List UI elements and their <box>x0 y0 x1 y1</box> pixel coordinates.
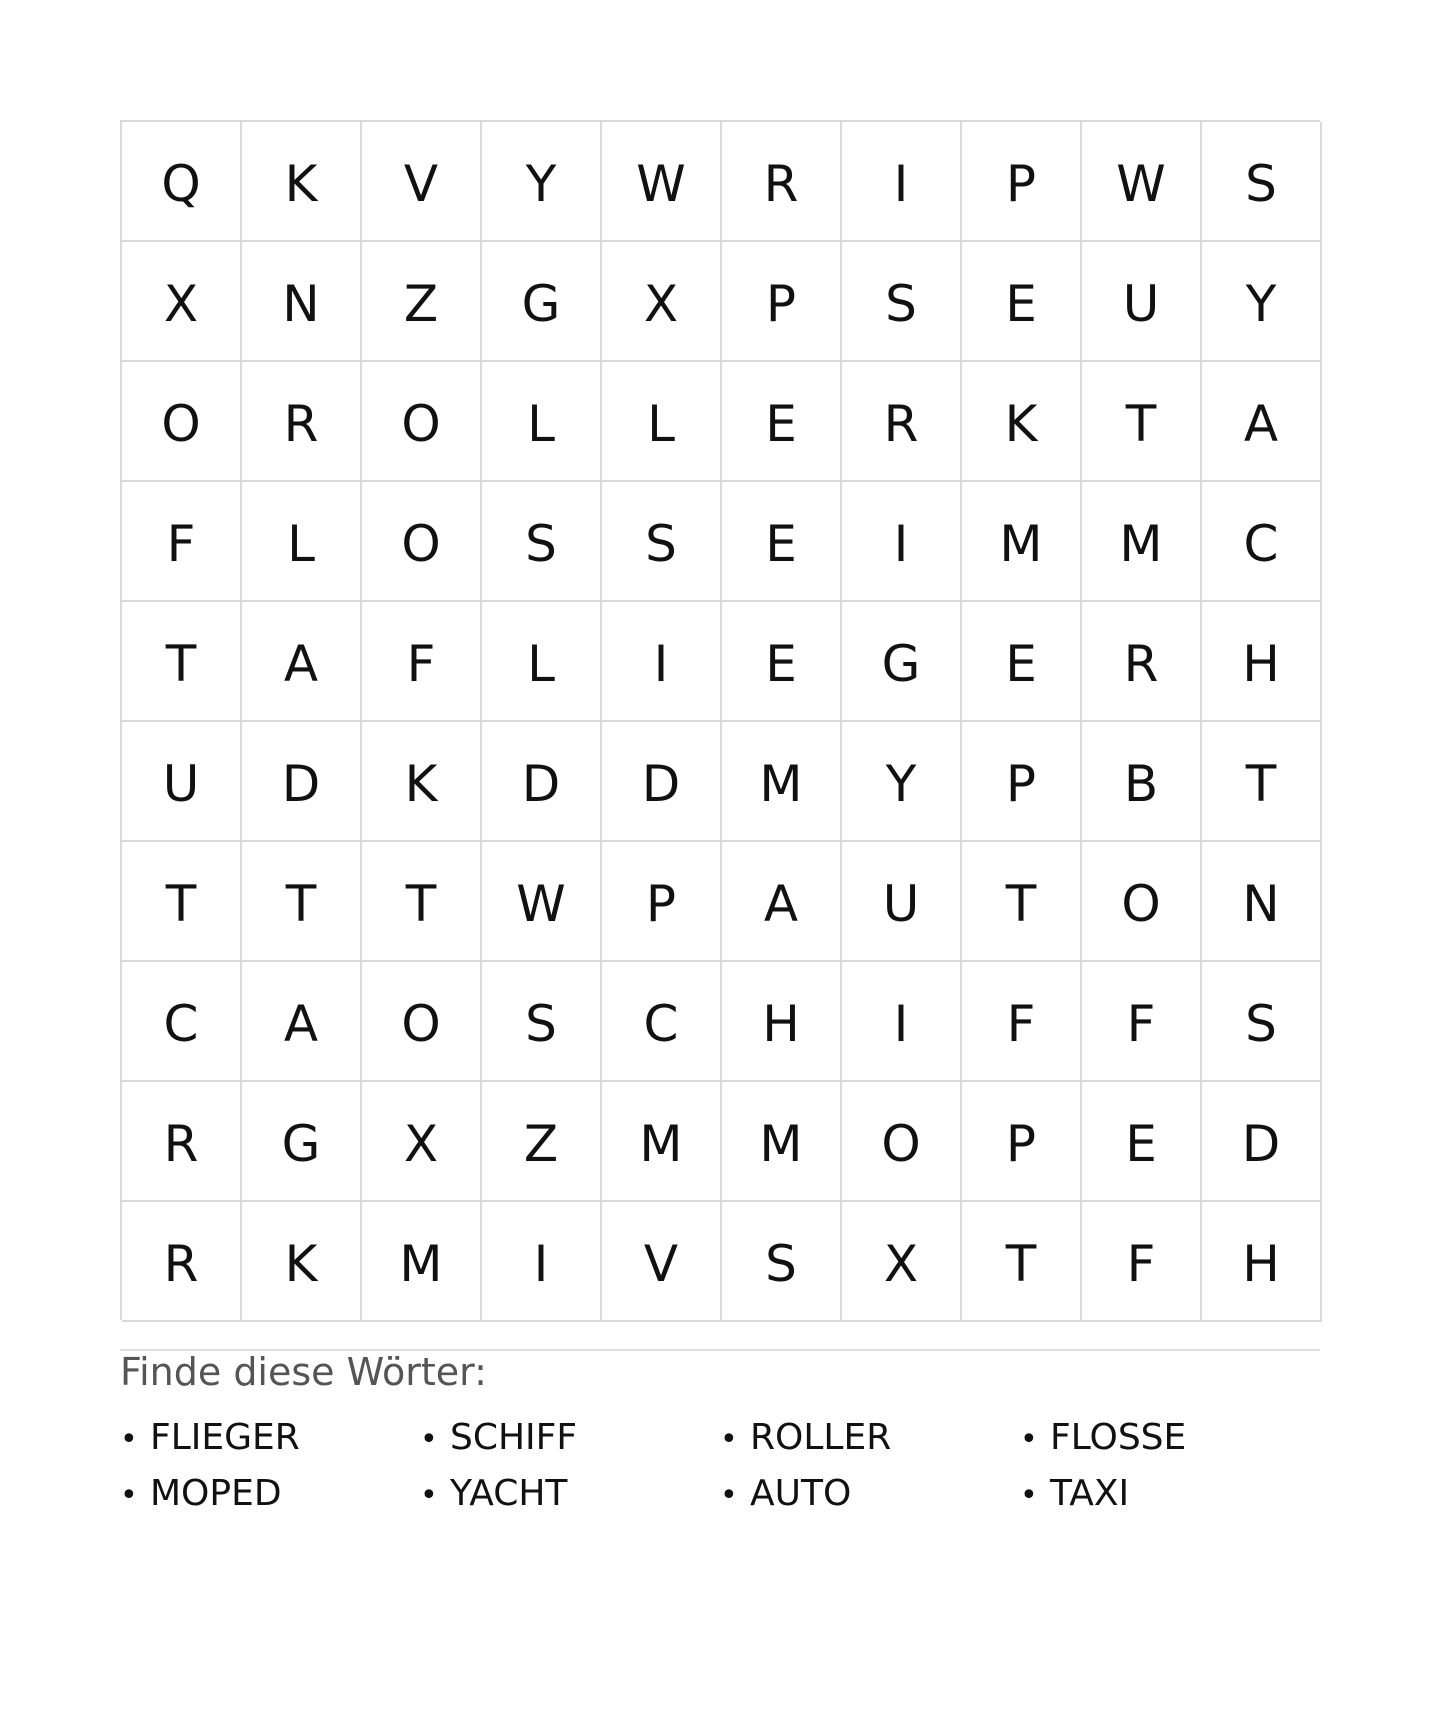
bullet-icon: • <box>720 1478 738 1513</box>
grid-cell[interactable]: Y <box>842 722 962 842</box>
grid-cell[interactable]: T <box>122 602 242 722</box>
grid-cell[interactable]: I <box>602 602 722 722</box>
letter-grid <box>120 120 1320 1320</box>
bullet-icon: • <box>420 1422 438 1457</box>
grid-cell[interactable]: A <box>242 602 362 722</box>
grid-cell[interactable]: O <box>842 1082 962 1202</box>
grid-cell[interactable]: F <box>1082 1202 1202 1322</box>
grid-cell[interactable]: T <box>1202 722 1322 842</box>
word-label: TAXI <box>1050 1473 1130 1514</box>
grid-cell[interactable]: L <box>482 362 602 482</box>
word-label: FLOSSE <box>1050 1417 1187 1458</box>
grid-cell[interactable]: H <box>1202 1202 1322 1322</box>
grid-cell[interactable]: O <box>362 482 482 602</box>
grid-cell[interactable]: W <box>482 842 602 962</box>
word-list-item <box>720 1410 1020 1466</box>
grid-cell[interactable]: I <box>482 1202 602 1322</box>
grid-cell[interactable]: D <box>482 722 602 842</box>
word-label: FLIEGER <box>150 1417 300 1458</box>
grid-cell[interactable]: E <box>722 482 842 602</box>
grid-cell[interactable]: I <box>842 962 962 1082</box>
grid-cell[interactable]: L <box>242 482 362 602</box>
grid-cell[interactable]: X <box>602 242 722 362</box>
grid-cell[interactable]: O <box>122 362 242 482</box>
grid-cell[interactable]: D <box>242 722 362 842</box>
grid-cell[interactable]: P <box>962 122 1082 242</box>
grid-cell[interactable]: I <box>842 482 962 602</box>
grid-cell[interactable]: O <box>1082 842 1202 962</box>
grid-cell[interactable]: E <box>962 242 1082 362</box>
grid-cell[interactable]: S <box>482 962 602 1082</box>
bullet-icon: • <box>720 1422 738 1457</box>
grid-cell[interactable]: R <box>722 122 842 242</box>
grid-cell[interactable]: S <box>482 482 602 602</box>
grid-cell[interactable]: K <box>242 122 362 242</box>
grid-cell[interactable]: P <box>722 242 842 362</box>
grid-cell[interactable]: T <box>242 842 362 962</box>
grid-cell[interactable]: R <box>122 1082 242 1202</box>
grid-cell[interactable]: X <box>842 1202 962 1322</box>
grid-cell[interactable]: U <box>1082 242 1202 362</box>
grid-cell[interactable]: X <box>362 1082 482 1202</box>
grid-cell[interactable]: G <box>482 242 602 362</box>
grid-cell[interactable]: A <box>722 842 842 962</box>
grid-cell[interactable]: L <box>602 362 722 482</box>
word-list-item <box>1020 1466 1320 1522</box>
grid-cell[interactable]: L <box>482 602 602 722</box>
grid-cell[interactable]: E <box>722 602 842 722</box>
grid-cell[interactable]: W <box>1082 122 1202 242</box>
grid-cell[interactable]: O <box>362 362 482 482</box>
bullet-icon: • <box>120 1422 138 1457</box>
grid-cell[interactable]: R <box>842 362 962 482</box>
grid-cell[interactable]: O <box>362 962 482 1082</box>
grid-cell[interactable]: Z <box>362 242 482 362</box>
word-list-item <box>420 1410 720 1466</box>
grid-cell[interactable]: F <box>362 602 482 722</box>
word-label: YACHT <box>450 1473 568 1514</box>
grid-cell[interactable]: M <box>962 482 1082 602</box>
grid-cell[interactable]: A <box>1202 362 1322 482</box>
bullet-icon: • <box>120 1478 138 1513</box>
grid-cell[interactable]: F <box>1082 962 1202 1082</box>
grid-cell[interactable]: Q <box>122 122 242 242</box>
grid-cell[interactable]: X <box>122 242 242 362</box>
grid-cell[interactable]: P <box>962 722 1082 842</box>
grid-cell[interactable]: M <box>602 1082 722 1202</box>
grid-cell[interactable]: P <box>962 1082 1082 1202</box>
grid-cell[interactable]: R <box>122 1202 242 1322</box>
grid-cell[interactable]: U <box>842 842 962 962</box>
grid-cell[interactable]: T <box>1082 362 1202 482</box>
grid-cell[interactable]: V <box>362 122 482 242</box>
grid-cell[interactable]: M <box>722 722 842 842</box>
grid-cell[interactable]: H <box>722 962 842 1082</box>
grid-cell[interactable]: F <box>962 962 1082 1082</box>
grid-cell[interactable]: M <box>722 1082 842 1202</box>
grid-cell[interactable]: Y <box>1202 242 1322 362</box>
grid-cell[interactable]: C <box>122 962 242 1082</box>
grid-cell[interactable]: T <box>962 1202 1082 1322</box>
word-list-item <box>1020 1410 1320 1466</box>
grid-cell[interactable]: Z <box>482 1082 602 1202</box>
word-list-item <box>420 1466 720 1522</box>
grid-cell[interactable]: T <box>962 842 1082 962</box>
grid-cell[interactable]: K <box>962 362 1082 482</box>
grid-cell[interactable]: V <box>602 1202 722 1322</box>
words-heading: Finde diese Wörter: <box>120 1350 487 1394</box>
grid-cell[interactable]: E <box>962 602 1082 722</box>
grid-cell[interactable]: W <box>602 122 722 242</box>
bullet-icon: • <box>1020 1478 1038 1513</box>
grid-cell[interactable]: A <box>242 962 362 1082</box>
word-list-item <box>120 1466 420 1522</box>
grid-cell[interactable]: S <box>602 482 722 602</box>
grid-cell[interactable]: N <box>242 242 362 362</box>
grid-cell[interactable]: S <box>1202 962 1322 1082</box>
grid-cell[interactable]: F <box>122 482 242 602</box>
word-label: ROLLER <box>750 1417 892 1458</box>
word-label: AUTO <box>750 1473 852 1514</box>
grid-cell[interactable]: S <box>842 242 962 362</box>
grid-cell[interactable]: T <box>122 842 242 962</box>
word-label: MOPED <box>150 1473 282 1514</box>
grid-cell[interactable]: K <box>362 722 482 842</box>
grid-cell[interactable]: C <box>602 962 722 1082</box>
grid-cell[interactable]: Y <box>482 122 602 242</box>
grid-cell[interactable]: D <box>602 722 722 842</box>
grid-cell[interactable]: R <box>1082 602 1202 722</box>
word-label: SCHIFF <box>450 1417 578 1458</box>
grid-cell[interactable]: M <box>362 1202 482 1322</box>
grid-cell[interactable]: G <box>242 1082 362 1202</box>
grid-cell[interactable]: G <box>842 602 962 722</box>
grid-cell[interactable]: T <box>362 842 482 962</box>
word-list-item <box>120 1410 420 1466</box>
word-list <box>120 1410 1320 1522</box>
grid-cell[interactable]: P <box>602 842 722 962</box>
word-list-item <box>720 1466 1020 1522</box>
bullet-icon: • <box>420 1478 438 1513</box>
grid-cell[interactable]: E <box>722 362 842 482</box>
grid-cell[interactable]: U <box>122 722 242 842</box>
grid-cell[interactable]: D <box>1202 1082 1322 1202</box>
grid-cell[interactable]: B <box>1082 722 1202 842</box>
grid-cell[interactable]: C <box>1202 482 1322 602</box>
grid-cell[interactable]: R <box>242 362 362 482</box>
grid-cell[interactable]: N <box>1202 842 1322 962</box>
grid-cell[interactable]: I <box>842 122 962 242</box>
grid-cell[interactable]: S <box>722 1202 842 1322</box>
grid-cell[interactable]: M <box>1082 482 1202 602</box>
grid-cell[interactable]: K <box>242 1202 362 1322</box>
grid-cell[interactable]: E <box>1082 1082 1202 1202</box>
grid-cell[interactable]: H <box>1202 602 1322 722</box>
bullet-icon: • <box>1020 1422 1038 1457</box>
grid-cell[interactable]: S <box>1202 122 1322 242</box>
